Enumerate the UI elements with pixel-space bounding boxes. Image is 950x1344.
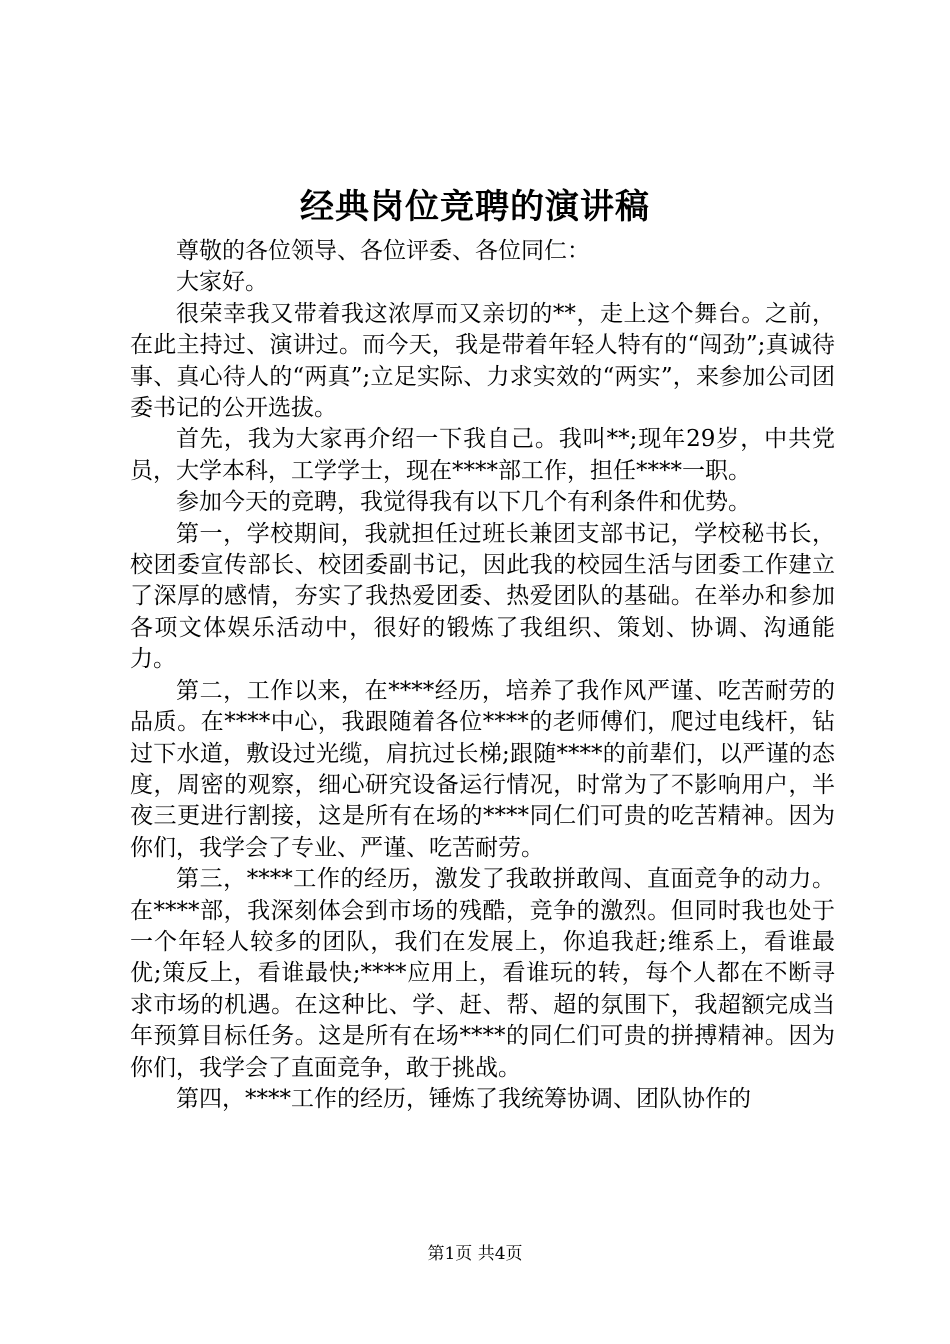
greeting-paragraph: 大家好。 [176, 269, 268, 296]
document-title: 经典岗位竞聘的演讲稿 [300, 187, 650, 227]
intro-paragraph: 很荣幸我又带着我这浓厚而又亲切的**，走上这个舞台。之前，在此主持过、演讲过。而今天，我是带着年轻人特有的“闯劲”;真诚待事、真心待人的“两真”;立足实际、力求实效的“两实”，来参加公司团委书记的公开选拔。 [130, 300, 835, 422]
page-footer: 第1页 共4页 [427, 1244, 523, 1264]
advantages-lead-paragraph: 参加今天的竞聘，我觉得我有以下几个有利条件和优势。 [176, 489, 751, 516]
fourth-point-paragraph: 第四，****工作的经历，锤炼了我统筹协调、团队协作的 [176, 1085, 751, 1112]
document-body [130, 236, 835, 1115]
self-introduction-paragraph: 首先，我为大家再介绍一下我自己。我叫**;现年29岁，中共党员，大学本科，工学学士，现在****部工作，担任****一职。 [130, 426, 835, 484]
first-point-paragraph: 第一，学校期间，我就担任过班长兼团支部书记，学校秘书长，校团委宣传部长、校团委副书记，因此我的校园生活与团委工作建立了深厚的感情，夯实了我热爱团委、热爱团队的基础。在举办和参加各项文体娱乐活动中，很好的锻炼了我组织、策划、协调、沟通能力。 [130, 520, 835, 673]
salutation-paragraph: 尊敬的各位领导、各位评委、各位同仁： [176, 238, 590, 264]
second-point-paragraph: 第二，工作以来，在****经历，培养了我作风严谨、吃苦耐劳的品质。在****中心，我跟随着各位****的老师傅们，爬过电线杆，钻过下水道，敷设过光缆，肩抗过长梯;跟随****的前辈们，以严谨的态度，周密的观察，细心研究设备运行情况，时常为了不影响用户，半夜三更进行割接，这是所有在场的****同仁们可贵的吃苦精神。因为你们，我学会了专业、严谨、吃苦耐劳。 [130, 677, 835, 861]
third-point-paragraph: 第三，****工作的经历，激发了我敢拼敢闯、直面竞争的动力。在****部，我深刻体会到市场的残酷，竞争的激烈。但同时我也处于一个年轻人较多的团队，我们在发展上，你追我赶;维系上，看谁最优;策反上，看谁最快;****应用上，看谁玩的转，每个人都在不断寻求市场的机遇。在这种比、学、赶、帮、超的氛围下，我超额完成当年预算目标任务。这是所有在场****的同仁们可贵的拼搏精神。因为你们，我学会了直面竞争，敢于挑战。 [130, 866, 835, 1081]
